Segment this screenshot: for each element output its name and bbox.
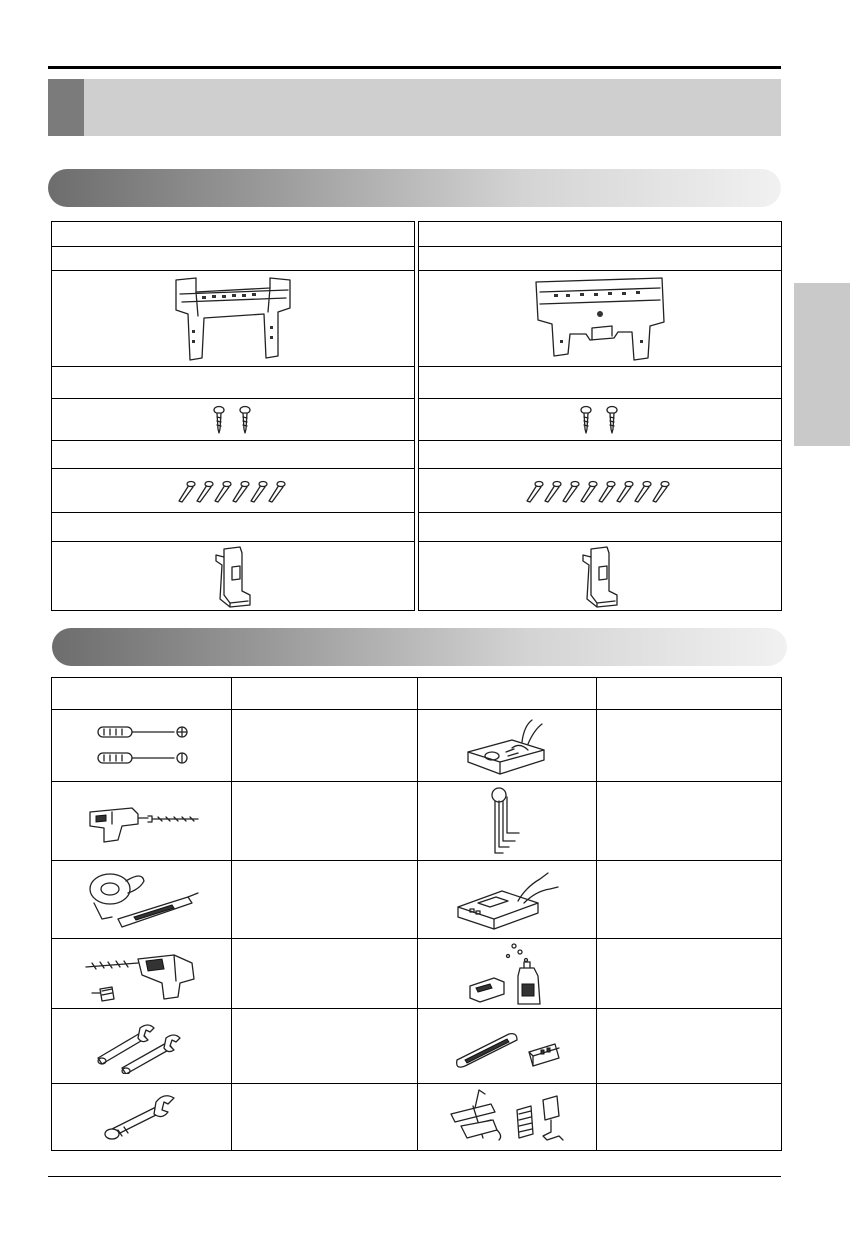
tool-label: [597, 1009, 781, 1083]
vacuum-pump-icon: [462, 942, 552, 1006]
tool-label: [232, 939, 417, 1008]
part-image-row: [419, 542, 781, 612]
hole-core-drill-icon: [82, 943, 202, 1005]
tool-image-cell: [52, 939, 231, 1008]
section-header-tools: [52, 628, 787, 666]
part-label-row: [419, 247, 781, 271]
parts-header-row: [52, 222, 414, 247]
title-tab-marker: [48, 79, 84, 136]
section-header-parts: [48, 169, 781, 207]
parts-header-cell: [419, 222, 781, 246]
part-label: [419, 367, 781, 398]
part-image-row: [52, 399, 414, 441]
tool-image-cell: [52, 861, 231, 938]
part-label-row: [52, 441, 414, 469]
parts-header-cell: [52, 222, 414, 246]
screw-pair-icon: [578, 405, 622, 435]
tools-table: [51, 677, 782, 1151]
part-label: [52, 513, 414, 541]
tool-image-cell: [52, 710, 231, 781]
tool-label: [232, 782, 417, 860]
tool-image-cell: [418, 939, 596, 1008]
part-label-row: [419, 513, 781, 542]
tools-header-cell: [597, 678, 781, 709]
parts-table-left: [51, 221, 415, 611]
thermometer-level-icon: [447, 1018, 567, 1074]
part-image-row: [419, 399, 781, 441]
ammeter-icon: [462, 716, 552, 776]
part-label-row: [419, 367, 781, 399]
tool-label: [597, 1084, 781, 1150]
part-image-row: [419, 469, 781, 513]
electric-drill-icon: [82, 796, 202, 846]
tool-label: [232, 1084, 417, 1150]
tool-image-cell: [418, 1009, 596, 1083]
tools-header-cell: [232, 678, 417, 709]
part-label-row: [52, 247, 414, 271]
bottom-rule: [48, 1176, 781, 1177]
tool-label: [232, 1009, 417, 1083]
installation-plate-wide-icon: [530, 274, 670, 364]
tool-image-cell: [418, 861, 596, 938]
tools-header-cell: [418, 678, 596, 709]
flaring-tool-icon: [447, 1086, 567, 1148]
parts-header-row: [419, 222, 781, 247]
part-label-row: [52, 513, 414, 542]
part-label: [419, 513, 781, 541]
gas-leak-detector-icon: [452, 867, 562, 933]
tools-header-cell: [52, 678, 231, 709]
installation-plate-icon: [168, 274, 298, 364]
part-label: [419, 247, 781, 270]
tool-image-cell: [418, 710, 596, 781]
anchor-bolts-6-icon: [177, 479, 289, 503]
side-tab: [794, 283, 850, 446]
top-rule: [48, 66, 781, 69]
tool-image-cell: [52, 1009, 231, 1083]
tool-label: [232, 710, 417, 781]
measuring-tape-knife-icon: [82, 867, 202, 933]
spanners-icon: [92, 1018, 192, 1074]
screwdrivers-icon: [92, 721, 192, 771]
part-label: [419, 441, 781, 468]
pipe-holder-icon: [577, 545, 623, 609]
pipe-holder-icon: [210, 545, 256, 609]
parts-table-right: [418, 221, 782, 611]
tool-image-cell: [52, 1084, 231, 1150]
tool-label: [597, 710, 781, 781]
anchor-bolts-8-icon: [525, 479, 675, 503]
part-image-row: [52, 469, 414, 513]
tool-label: [232, 861, 417, 938]
part-image-row: [52, 542, 414, 612]
tool-image-cell: [418, 782, 596, 860]
hexagonal-wrench-icon: [487, 785, 527, 857]
part-image-row: [52, 271, 414, 367]
tool-label: [597, 861, 781, 938]
part-image-row: [419, 271, 781, 367]
tool-label: [597, 939, 781, 1008]
part-label: [52, 441, 414, 468]
torque-wrench-icon: [102, 1090, 182, 1144]
tool-label: [597, 782, 781, 860]
page-title-bar: [48, 79, 781, 136]
tool-image-cell: [418, 1084, 596, 1150]
part-label: [52, 367, 414, 398]
screw-pair-icon: [211, 405, 255, 435]
tool-image-cell: [52, 782, 231, 860]
part-label: [52, 247, 414, 270]
part-label-row: [52, 367, 414, 399]
part-label-row: [419, 441, 781, 469]
